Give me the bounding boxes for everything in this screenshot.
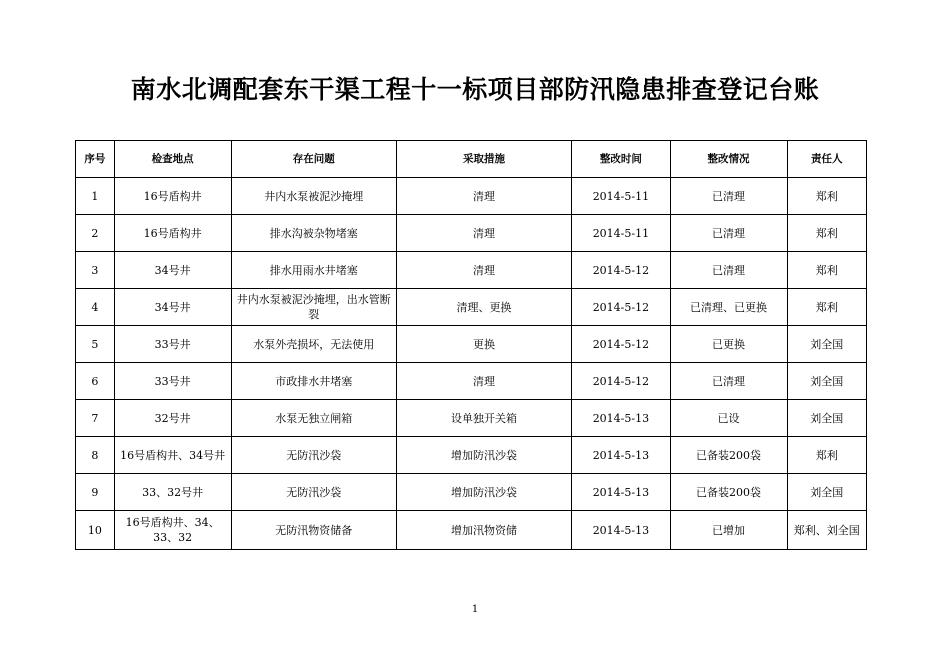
table-row	[76, 400, 867, 437]
table-row	[76, 326, 867, 363]
cell-index: 6	[76, 363, 115, 400]
cell-fix-date: 2014-5-12	[572, 289, 670, 326]
cell-problem: 井内水泵被泥沙掩埋	[231, 178, 396, 215]
inspection-ledger-table	[75, 140, 867, 550]
cell-location: 16号盾构井、34、33、32	[114, 511, 231, 550]
cell-index: 7	[76, 400, 115, 437]
cell-index: 3	[76, 252, 115, 289]
table-row	[76, 289, 867, 326]
cell-fix-status: 已清理	[670, 215, 787, 252]
cell-fix-status: 已清理	[670, 252, 787, 289]
cell-problem: 水泵外壳损坏，无法使用	[231, 326, 396, 363]
page-title: 南水北调配套东干渠工程十一标项目部防汛隐患排查登记台账	[130, 75, 820, 104]
column-header-index: 序号	[76, 141, 115, 178]
cell-measure: 清理	[396, 252, 572, 289]
cell-measure: 增加防汛沙袋	[396, 437, 572, 474]
cell-index: 10	[76, 511, 115, 550]
cell-location: 34号井	[114, 252, 231, 289]
cell-measure: 清理、更换	[396, 289, 572, 326]
cell-location: 16号盾构井	[114, 178, 231, 215]
cell-location: 33号井	[114, 363, 231, 400]
table-row	[76, 363, 867, 400]
cell-fix-date: 2014-5-12	[572, 363, 670, 400]
column-header-location: 检查地点	[114, 141, 231, 178]
cell-responsible: 郑利	[787, 252, 866, 289]
cell-location: 33、32号井	[114, 474, 231, 511]
column-header-problem: 存在问题	[231, 141, 396, 178]
cell-fix-status: 已清理	[670, 178, 787, 215]
page-number: 1	[471, 604, 479, 615]
cell-measure: 清理	[396, 363, 572, 400]
cell-responsible: 郑利	[787, 437, 866, 474]
cell-measure: 清理	[396, 215, 572, 252]
table-row	[76, 178, 867, 215]
column-header-fix-date: 整改时间	[572, 141, 670, 178]
column-header-measure: 采取措施	[396, 141, 572, 178]
cell-problem: 排水用雨水井堵塞	[231, 252, 396, 289]
cell-responsible: 刘全国	[787, 400, 866, 437]
cell-responsible: 郑利	[787, 215, 866, 252]
cell-fix-date: 2014-5-13	[572, 400, 670, 437]
cell-fix-date: 2014-5-13	[572, 474, 670, 511]
cell-location: 33号井	[114, 326, 231, 363]
cell-responsible: 刘全国	[787, 326, 866, 363]
cell-location: 34号井	[114, 289, 231, 326]
column-header-fix-status: 整改情况	[670, 141, 787, 178]
cell-fix-status: 已设	[670, 400, 787, 437]
cell-problem: 井内水泵被泥沙掩埋，出水管断裂	[231, 289, 396, 326]
cell-index: 8	[76, 437, 115, 474]
cell-fix-status: 已更换	[670, 326, 787, 363]
table-row	[76, 252, 867, 289]
cell-measure: 增加汛物资储	[396, 511, 572, 550]
cell-location: 32号井	[114, 400, 231, 437]
column-header-responsible: 责任人	[787, 141, 866, 178]
cell-index: 1	[76, 178, 115, 215]
cell-problem: 无防汛沙袋	[231, 474, 396, 511]
cell-index: 2	[76, 215, 115, 252]
cell-problem: 无防汛沙袋	[231, 437, 396, 474]
cell-index: 9	[76, 474, 115, 511]
cell-fix-status: 已清理	[670, 363, 787, 400]
cell-location: 16号盾构井	[114, 215, 231, 252]
cell-fix-status: 已清理、已更换	[670, 289, 787, 326]
cell-responsible: 郑利	[787, 289, 866, 326]
cell-problem: 水泵无独立闸箱	[231, 400, 396, 437]
cell-responsible: 刘全国	[787, 363, 866, 400]
cell-fix-date: 2014-5-12	[572, 326, 670, 363]
cell-measure: 增加防汛沙袋	[396, 474, 572, 511]
cell-fix-date: 2014-5-11	[572, 178, 670, 215]
cell-responsible: 郑利、刘全国	[787, 511, 866, 550]
cell-problem: 无防汛物资储备	[231, 511, 396, 550]
cell-problem: 市政排水井堵塞	[231, 363, 396, 400]
cell-fix-date: 2014-5-12	[572, 252, 670, 289]
table-row	[76, 215, 867, 252]
cell-problem: 排水沟被杂物堵塞	[231, 215, 396, 252]
table-row	[76, 474, 867, 511]
cell-measure: 更换	[396, 326, 572, 363]
cell-fix-date: 2014-5-13	[572, 437, 670, 474]
cell-fix-status: 已备装200袋	[670, 474, 787, 511]
cell-responsible: 郑利	[787, 178, 866, 215]
cell-measure: 清理	[396, 178, 572, 215]
cell-fix-date: 2014-5-13	[572, 511, 670, 550]
table-header-row	[76, 141, 867, 178]
cell-index: 5	[76, 326, 115, 363]
table-row	[76, 437, 867, 474]
cell-fix-date: 2014-5-11	[572, 215, 670, 252]
cell-fix-status: 已备装200袋	[670, 437, 787, 474]
cell-index: 4	[76, 289, 115, 326]
cell-fix-status: 已增加	[670, 511, 787, 550]
table-row	[76, 511, 867, 550]
cell-location: 16号盾构井、34号井	[114, 437, 231, 474]
cell-responsible: 刘全国	[787, 474, 866, 511]
cell-measure: 设单独开关箱	[396, 400, 572, 437]
